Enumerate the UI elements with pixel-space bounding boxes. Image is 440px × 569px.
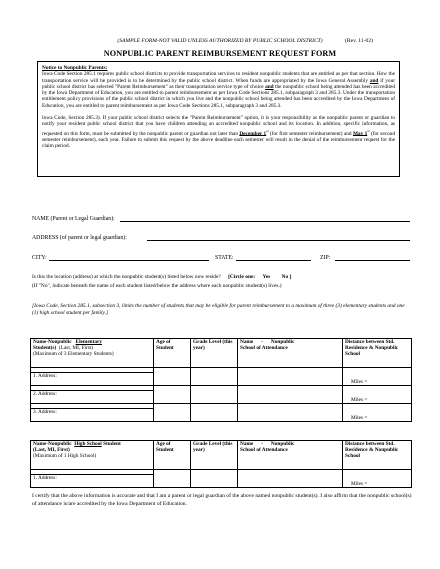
yes-option[interactable]: Yes (262, 274, 271, 280)
notice-text: Iowa Code, Section 285.3). If your public school district selects the "Parent Reimbursement" option, it is your responsibility as the nonpublic parent or guardian to notify your resident public school district that you have children attending an accredited nonpublic school and its location. In addition, specific information, as requested on this form, must be submitted by the nonpublic parent or guardian not later than (42, 115, 395, 137)
notice-paragraph-2 (42, 115, 395, 149)
certification-statement: I certify that the above information is accurate and that I am a parent or legal guardian of the above named nonpublic student(s). I also affirm that the nonpublic school(s) of attendance is/are accredited by the Iowa Department of Education. (32, 493, 412, 507)
city-label: CITY: (32, 255, 47, 261)
miles-cell[interactable] (343, 470, 412, 488)
miles-label: Miles = (351, 396, 368, 403)
student-name-header (31, 339, 154, 368)
header-text: Name-Nonpublic (33, 339, 72, 345)
school-header (238, 441, 343, 470)
header-text: (Maximum of 1 High School) (33, 453, 97, 460)
header-text: Name (240, 339, 254, 345)
student-name-header (31, 441, 154, 470)
address-cell[interactable]: 2. Address: (31, 391, 154, 404)
notice-text: the nonpublic school being attended has been accredited by the Iowa Department of Education, you are entitled to parent reimbursement as per Iowa Code Sections 285.1, subparagraph 3 and 285.3. Under the transportation entitlement policy provisions of the public school district in which you live and the nonpublic school being attended has been accredited by the Iowa Department of Education, you are entitled to parent reimbursement as per Iowa Code Sections 285.1, subparagraph 3 and 285.3. (42, 83, 395, 109)
notice-text: (for first semester reimbursement) and (268, 130, 353, 137)
age-cell[interactable] (154, 386, 191, 404)
header-text: - (261, 441, 263, 447)
deadline-december: December 1 (239, 130, 267, 137)
circle-instruction: [Circle one: (228, 274, 256, 280)
form-disclaimer (0, 38, 440, 44)
age-header: Age of Student (154, 441, 191, 470)
emphasis-and: and (265, 83, 274, 90)
school-cell[interactable] (238, 368, 343, 386)
header-text: (Maximum of 3 Elementary Students) (33, 351, 114, 358)
header-text: Elementary (75, 339, 103, 345)
revision-label: (Rev. 11-02) (345, 38, 374, 44)
grade-cell[interactable] (191, 470, 238, 488)
grade-header: Grade Level (this year) (191, 441, 238, 470)
header-text: (Last, MI, First) (33, 447, 70, 454)
school-cell[interactable] (238, 404, 343, 422)
high-school-student-table (30, 440, 412, 488)
table-header-row (31, 441, 412, 470)
header-text: - (261, 339, 263, 345)
miles-label: Miles = (351, 480, 368, 487)
miles-label: Miles = (351, 414, 368, 421)
school-header (238, 339, 343, 368)
miles-cell[interactable] (343, 404, 412, 422)
name-field[interactable] (120, 221, 410, 222)
elementary-students-table (30, 338, 412, 422)
form-title: NONPUBLIC PARENT REIMBURSEMENT REQUEST FORM (103, 49, 337, 58)
address-label: ADDRESS (of parent or legal guardian): (32, 235, 127, 241)
age-header: Age of Student (154, 339, 191, 368)
emphasis-and: and (369, 77, 379, 84)
city-field[interactable] (49, 260, 209, 261)
age-cell[interactable] (154, 404, 191, 422)
miles-label: Miles = (351, 378, 368, 385)
age-cell[interactable] (154, 368, 191, 386)
header-text: Nonpublic (270, 339, 295, 345)
distance-header: Distance between Std. Residence & Nonpublic School (343, 441, 412, 470)
ordinal-suffix: st (266, 128, 269, 133)
state-label: STATE: (215, 255, 234, 261)
miles-cell[interactable] (343, 368, 412, 386)
iowa-code-note: [Iowa Code, Section 285.1, subsection 3, limits the number of students that may be eligible for parent reimbursement to a maximum of three (3) elementary students and one (1) high school student per family.] (32, 303, 405, 316)
header-text: (Last, MI, First) (58, 345, 94, 352)
grade-header: Grade Level (this year) (191, 339, 238, 368)
header-text: School of Attendance (240, 447, 288, 454)
address-field[interactable] (147, 240, 410, 241)
no-option[interactable]: No ] (281, 274, 292, 280)
header-text: Student (103, 441, 121, 447)
notice-box (37, 61, 400, 177)
header-text: Nonpublic (270, 441, 295, 447)
residence-question (32, 274, 412, 281)
header-text: Name (240, 441, 254, 447)
address-cell[interactable]: 3. Address: (31, 409, 154, 422)
distance-header: Distance between Std. Residence & Nonpublic School (343, 339, 412, 368)
header-text: Name-Nonpublic (33, 441, 72, 447)
notice-text: if your public school district has selected "Parent Reimbursement" as their transportation service type of choice (42, 77, 395, 90)
disclaimer-text: (SAMPLE FORM-NOT VALID UNLESS AUTHORIZED BY PUBLIC SCHOOL DISTRICT) (117, 38, 323, 44)
address-cell[interactable]: 1. Address: (31, 475, 154, 488)
notice-text: Iowa Code Section 285.1 requires public school districts to provide transportation services to resident nonpublic students that are entitled as per that section. How the transportation service will be provided is to be determined by the public school district. When funds are appropriated by the Iowa General Assembly (42, 71, 395, 84)
notice-paragraph-1 (42, 71, 395, 109)
address-cell[interactable]: 1. Address: (31, 373, 154, 386)
school-cell[interactable] (238, 470, 343, 488)
name-label: NAME (Parent or Legal Guardian): (32, 216, 115, 222)
zip-field[interactable] (335, 260, 410, 261)
table-header-row (31, 339, 412, 368)
grade-cell[interactable] (191, 368, 238, 386)
age-cell[interactable] (154, 470, 191, 488)
header-text: School of Attendance (240, 345, 288, 352)
notice-title: Notice to Nonpublic Parents: (42, 65, 108, 71)
grade-cell[interactable] (191, 404, 238, 422)
header-text: High School (74, 441, 102, 447)
deadline-may: May 1 (352, 130, 368, 137)
grade-cell[interactable] (191, 386, 238, 404)
state-field[interactable] (236, 260, 311, 261)
ordinal-suffix: st (367, 128, 370, 133)
miles-cell[interactable] (343, 386, 412, 404)
zip-label: ZIP: (320, 255, 331, 261)
header-text: Student(s) (33, 345, 57, 352)
school-cell[interactable] (238, 386, 343, 404)
question-text: Is this the location (address) at which the nonpublic student(s) listed below now reside? (32, 274, 221, 280)
notice-text: (for second semester reimbursement), each year. Failure to submit this request by the above deadline each semester will result in the denial of the reimbursement request for the claim period. (42, 130, 395, 150)
if-no-instruction: (If "No", indicate beneath the name of each student listed/below the address where each nonpublic student(s) lives.) (32, 283, 282, 289)
